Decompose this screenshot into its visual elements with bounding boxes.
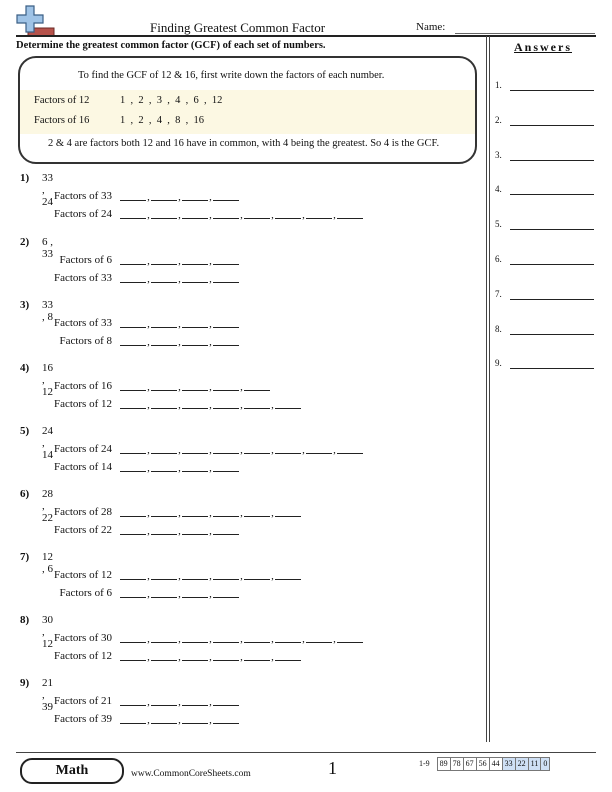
factor-blank[interactable] [306,208,332,219]
factor-row [20,569,460,585]
factor-blank[interactable] [213,380,239,391]
factor-blank[interactable] [213,254,239,265]
example-row2-values: 1 , 2 , 4 , 8 , 16 [120,115,204,126]
comma-separator: , [209,633,212,645]
factor-blank[interactable] [182,713,208,724]
answer-line-7[interactable] [510,299,594,300]
factor-blank[interactable] [244,398,270,409]
factor-blanks [120,461,239,477]
factor-label: Factors of 16 [53,380,112,392]
factor-blank[interactable] [275,398,301,409]
factor-blank[interactable] [120,506,146,517]
factor-blank[interactable] [244,208,270,219]
factor-blank[interactable] [120,208,146,219]
problem-numbers: 33 , 8 [42,299,53,323]
comma-separator: , [178,381,181,393]
comma-separator: , [240,651,243,663]
factor-blanks [120,632,363,648]
problem-number: 8) [20,614,30,626]
factor-blank[interactable] [244,632,270,643]
factor-blanks [120,335,239,351]
factor-blank[interactable] [213,272,239,283]
factor-label: Factors of 21 [53,695,112,707]
answer-line-8[interactable] [510,334,594,335]
factor-label: Factors of 24 [53,443,112,455]
problem-numbers: 28 , 22 [42,488,53,524]
factor-blank[interactable] [151,317,177,328]
comma-separator: , [209,336,212,348]
comma-separator: , [147,462,150,474]
factor-blank[interactable] [182,632,208,643]
score-cell: 11 [528,757,542,771]
factor-row [20,254,460,270]
example-row1-label: Factors of 12 [34,95,90,106]
answer-label-8: 8. [495,323,502,334]
factor-blank[interactable] [182,272,208,283]
problem-numbers: 6 , 33 [42,236,53,260]
factor-blank[interactable] [120,650,146,661]
factor-blanks [120,254,239,270]
factor-blank[interactable] [213,208,239,219]
comma-separator: , [147,209,150,221]
factor-label: Factors of 6 [59,254,112,266]
factor-row [20,587,460,603]
factor-blank[interactable] [151,632,177,643]
factor-blank[interactable] [151,713,177,724]
problem-number: 9) [20,677,30,689]
factor-blank[interactable] [151,335,177,346]
comma-separator: , [147,381,150,393]
factor-blank[interactable] [120,254,146,265]
factor-blank[interactable] [120,317,146,328]
score-range-label: 1-9 [419,759,430,768]
answer-label-4: 4. [495,184,502,195]
factor-blank[interactable] [182,317,208,328]
factor-row [20,380,460,396]
score-cell: 22 [515,757,529,771]
comma-separator: , [271,444,274,456]
answer-label-7: 7. [495,288,502,299]
factor-row [20,190,460,206]
factor-blank[interactable] [213,569,239,580]
worksheet-title: Finding Greatest Common Factor [150,20,326,35]
answer-label-5: 5. [495,219,502,230]
example-row2-label: Factors of 16 [34,115,90,126]
factor-blanks [120,208,363,224]
factor-blank[interactable] [151,587,177,598]
subject-badge: Math [20,758,124,784]
comma-separator: , [178,191,181,203]
score-cell: 33 [502,757,516,771]
comma-separator: , [178,209,181,221]
factor-blank[interactable] [120,524,146,535]
factor-blanks [120,506,301,522]
comma-separator: , [147,714,150,726]
factor-blank[interactable] [213,524,239,535]
answer-line-5[interactable] [510,229,594,230]
factor-blank[interactable] [151,443,177,454]
factor-blank[interactable] [120,632,146,643]
score-cell: 89 [437,757,451,771]
factor-blanks [120,587,239,603]
comma-separator: , [209,255,212,267]
factor-blank[interactable] [213,335,239,346]
factor-blank[interactable] [182,443,208,454]
comma-separator: , [209,507,212,519]
comma-separator: , [178,444,181,456]
factor-blank[interactable] [275,650,301,661]
comma-separator: , [240,209,243,221]
factor-blank[interactable] [213,713,239,724]
factor-blank[interactable] [182,461,208,472]
comma-separator: , [271,507,274,519]
factor-label: Factors of 6 [59,587,112,599]
factor-blanks [120,650,301,666]
factor-blank[interactable] [182,208,208,219]
factor-row [20,461,460,477]
factor-blank[interactable] [182,695,208,706]
answer-label-3: 3. [495,149,502,160]
comma-separator: , [209,696,212,708]
score-key [418,757,550,769]
comma-separator: , [178,570,181,582]
comma-separator: , [178,318,181,330]
example-row1-values: 1 , 2 , 3 , 4 , 6 , 12 [120,95,223,106]
example-conclusion: 2 & 4 are factors both 12 and 16 have in common, with 4 being the greatest. So 4 is the GCF. [48,138,440,149]
factor-blank[interactable] [120,272,146,283]
score-cell: 67 [463,757,477,771]
comma-separator: , [209,318,212,330]
factor-blank[interactable] [120,443,146,454]
example-intro: To find the GCF of 12 & 16, first write down the factors of each number. [78,70,385,81]
comma-separator: , [209,191,212,203]
example-box [18,56,477,164]
answer-line-1[interactable] [510,90,594,91]
problem-numbers: 33 , 24 [42,172,53,208]
answer-line-4[interactable] [510,194,594,195]
comma-separator: , [271,570,274,582]
factor-blank[interactable] [275,569,301,580]
comma-separator: , [209,588,212,600]
comma-separator: , [240,399,243,411]
factor-blanks [120,380,270,396]
factor-label: Factors of 39 [53,713,112,725]
factor-blank[interactable] [120,713,146,724]
comma-separator: , [178,651,181,663]
factor-blank[interactable] [151,254,177,265]
score-cell: 56 [476,757,490,771]
comma-separator: , [333,633,336,645]
comma-separator: , [209,651,212,663]
factor-blank[interactable] [213,650,239,661]
problem-number: 4) [20,362,30,374]
comma-separator: , [240,444,243,456]
factor-blank[interactable] [120,380,146,391]
problem-numbers: 21 , 39 [42,677,53,713]
comma-separator: , [178,399,181,411]
factor-label: Factors of 14 [53,461,112,473]
factor-label: Factors of 33 [53,190,112,202]
factor-blank[interactable] [120,190,146,201]
factor-blank[interactable] [120,587,146,598]
factor-blanks [120,190,239,206]
comma-separator: , [147,588,150,600]
score-cell: 44 [489,757,503,771]
comma-separator: , [271,651,274,663]
factor-blank[interactable] [120,695,146,706]
factor-row [20,524,460,540]
factor-row [20,506,460,522]
comma-separator: , [240,507,243,519]
problem-numbers: 24 , 14 [42,425,53,461]
factor-blank[interactable] [120,335,146,346]
footer-divider [16,752,596,753]
name-label: Name: [416,21,446,33]
factor-blank[interactable] [213,461,239,472]
comma-separator: , [147,633,150,645]
factor-blank[interactable] [306,443,332,454]
comma-separator: , [147,444,150,456]
comma-separator: , [147,570,150,582]
factor-blank[interactable] [213,632,239,643]
comma-separator: , [178,255,181,267]
factor-blank[interactable] [244,380,270,391]
factor-label: Factors of 22 [53,524,112,536]
problem-number: 7) [20,551,30,563]
factor-blank[interactable] [213,587,239,598]
comma-separator: , [178,714,181,726]
factor-row [20,713,460,729]
factor-label: Factors of 12 [53,398,112,410]
comma-separator: , [147,399,150,411]
factor-blank[interactable] [151,650,177,661]
problem-number: 5) [20,425,30,437]
factor-row [20,208,460,224]
comma-separator: , [209,399,212,411]
comma-separator: , [147,651,150,663]
factor-blank[interactable] [213,506,239,517]
factor-blanks [120,695,239,711]
comma-separator: , [333,209,336,221]
factor-row [20,272,460,288]
problem-number: 2) [20,236,30,248]
factor-blank[interactable] [306,632,332,643]
score-cell: 78 [450,757,464,771]
problem-numbers: 12 , 6 [42,551,53,575]
answer-line-6[interactable] [510,264,594,265]
factor-blank[interactable] [213,398,239,409]
factor-label: Factors of 33 [53,317,112,329]
factor-blank[interactable] [244,650,270,661]
comma-separator: , [209,273,212,285]
factor-blank[interactable] [151,461,177,472]
comma-separator: , [178,462,181,474]
answer-line-3[interactable] [510,160,594,161]
answers-divider [486,36,487,742]
factor-blank[interactable] [151,380,177,391]
factor-blank[interactable] [182,506,208,517]
comma-separator: , [302,633,305,645]
commoncoresheets-logo-icon [12,4,56,38]
factor-blank[interactable] [275,506,301,517]
factor-blank[interactable] [275,208,301,219]
site-url: www.CommonCoreSheets.com [131,769,251,779]
factor-blanks [120,443,363,459]
factor-label: Factors of 8 [59,335,112,347]
comma-separator: , [240,570,243,582]
score-cell: 0 [540,757,550,771]
comma-separator: , [271,399,274,411]
comma-separator: , [333,444,336,456]
answer-label-2: 2. [495,114,502,125]
factor-blank[interactable] [151,524,177,535]
factor-blank[interactable] [120,461,146,472]
factor-row [20,335,460,351]
page-number: 1 [328,758,337,778]
answer-label-1: 1. [495,80,502,90]
comma-separator: , [178,696,181,708]
answer-label-6: 6. [495,254,502,264]
problem-number: 3) [20,299,30,311]
factor-label: Factors of 24 [53,208,112,220]
comma-separator: , [209,714,212,726]
factor-blank[interactable] [182,335,208,346]
comma-separator: , [209,462,212,474]
comma-separator: , [209,381,212,393]
factor-row [20,695,460,711]
factor-blank[interactable] [213,443,239,454]
problem-numbers: 16 , 12 [42,362,53,398]
comma-separator: , [209,570,212,582]
factor-blank[interactable] [244,569,270,580]
factor-blanks [120,317,239,333]
factor-blank[interactable] [213,317,239,328]
factor-blank[interactable] [182,190,208,201]
comma-separator: , [147,507,150,519]
factor-row [20,443,460,459]
factor-blank[interactable] [182,524,208,535]
factor-blank[interactable] [151,695,177,706]
factor-blank[interactable] [337,443,363,454]
comma-separator: , [178,273,181,285]
comma-separator: , [302,209,305,221]
comma-separator: , [271,633,274,645]
comma-separator: , [147,191,150,203]
comma-separator: , [178,525,181,537]
factor-blank[interactable] [151,398,177,409]
factor-label: Factors of 28 [53,506,112,518]
factor-blanks [120,398,301,414]
factor-blank[interactable] [182,254,208,265]
factor-blank[interactable] [213,695,239,706]
comma-separator: , [178,336,181,348]
comma-separator: , [147,525,150,537]
answers-heading: Answers [514,40,572,54]
factor-blanks [120,272,239,288]
factor-label: Factors of 33 [53,272,112,284]
factor-blanks [120,524,239,540]
factor-blank[interactable] [182,650,208,661]
comma-separator: , [271,209,274,221]
factor-blank[interactable] [182,587,208,598]
answer-line-2[interactable] [510,125,594,126]
instructions: Determine the greatest common factor (GCF) of each set of numbers. [16,40,326,51]
answer-line-9[interactable] [510,368,594,369]
comma-separator: , [209,209,212,221]
factor-row [20,317,460,333]
factor-blanks [120,713,239,729]
comma-separator: , [209,525,212,537]
factor-blank[interactable] [182,380,208,391]
problem-numbers: 30 , 12 [42,614,53,650]
factor-blanks [120,569,301,585]
comma-separator: , [147,273,150,285]
factor-blank[interactable] [275,443,301,454]
factor-blank[interactable] [244,443,270,454]
answers-divider-inner [489,36,490,742]
factor-blank[interactable] [151,272,177,283]
name-line [455,33,595,34]
header-divider [16,35,596,37]
factor-blank[interactable] [182,569,208,580]
problem-number: 6) [20,488,30,500]
comma-separator: , [178,633,181,645]
factor-blank[interactable] [244,506,270,517]
comma-separator: , [178,507,181,519]
comma-separator: , [147,336,150,348]
answer-label-9: 9. [495,358,502,369]
factor-blank[interactable] [120,398,146,409]
factor-blank[interactable] [151,506,177,517]
factor-blank[interactable] [337,632,363,643]
comma-separator: , [178,588,181,600]
factor-label: Factors of 12 [53,569,112,581]
factor-row [20,650,460,666]
factor-blank[interactable] [337,208,363,219]
comma-separator: , [240,633,243,645]
factor-blank[interactable] [213,190,239,201]
comma-separator: , [147,318,150,330]
comma-separator: , [240,381,243,393]
factor-blank[interactable] [275,632,301,643]
factor-blank[interactable] [151,569,177,580]
factor-row [20,632,460,648]
problem-number: 1) [20,172,30,184]
factor-blank[interactable] [120,569,146,580]
comma-separator: , [147,255,150,267]
comma-separator: , [209,444,212,456]
comma-separator: , [302,444,305,456]
factor-blank[interactable] [182,398,208,409]
factor-label: Factors of 30 [53,632,112,644]
factor-blank[interactable] [151,190,177,201]
factor-row [20,398,460,414]
comma-separator: , [147,696,150,708]
factor-blank[interactable] [151,208,177,219]
factor-label: Factors of 12 [53,650,112,662]
